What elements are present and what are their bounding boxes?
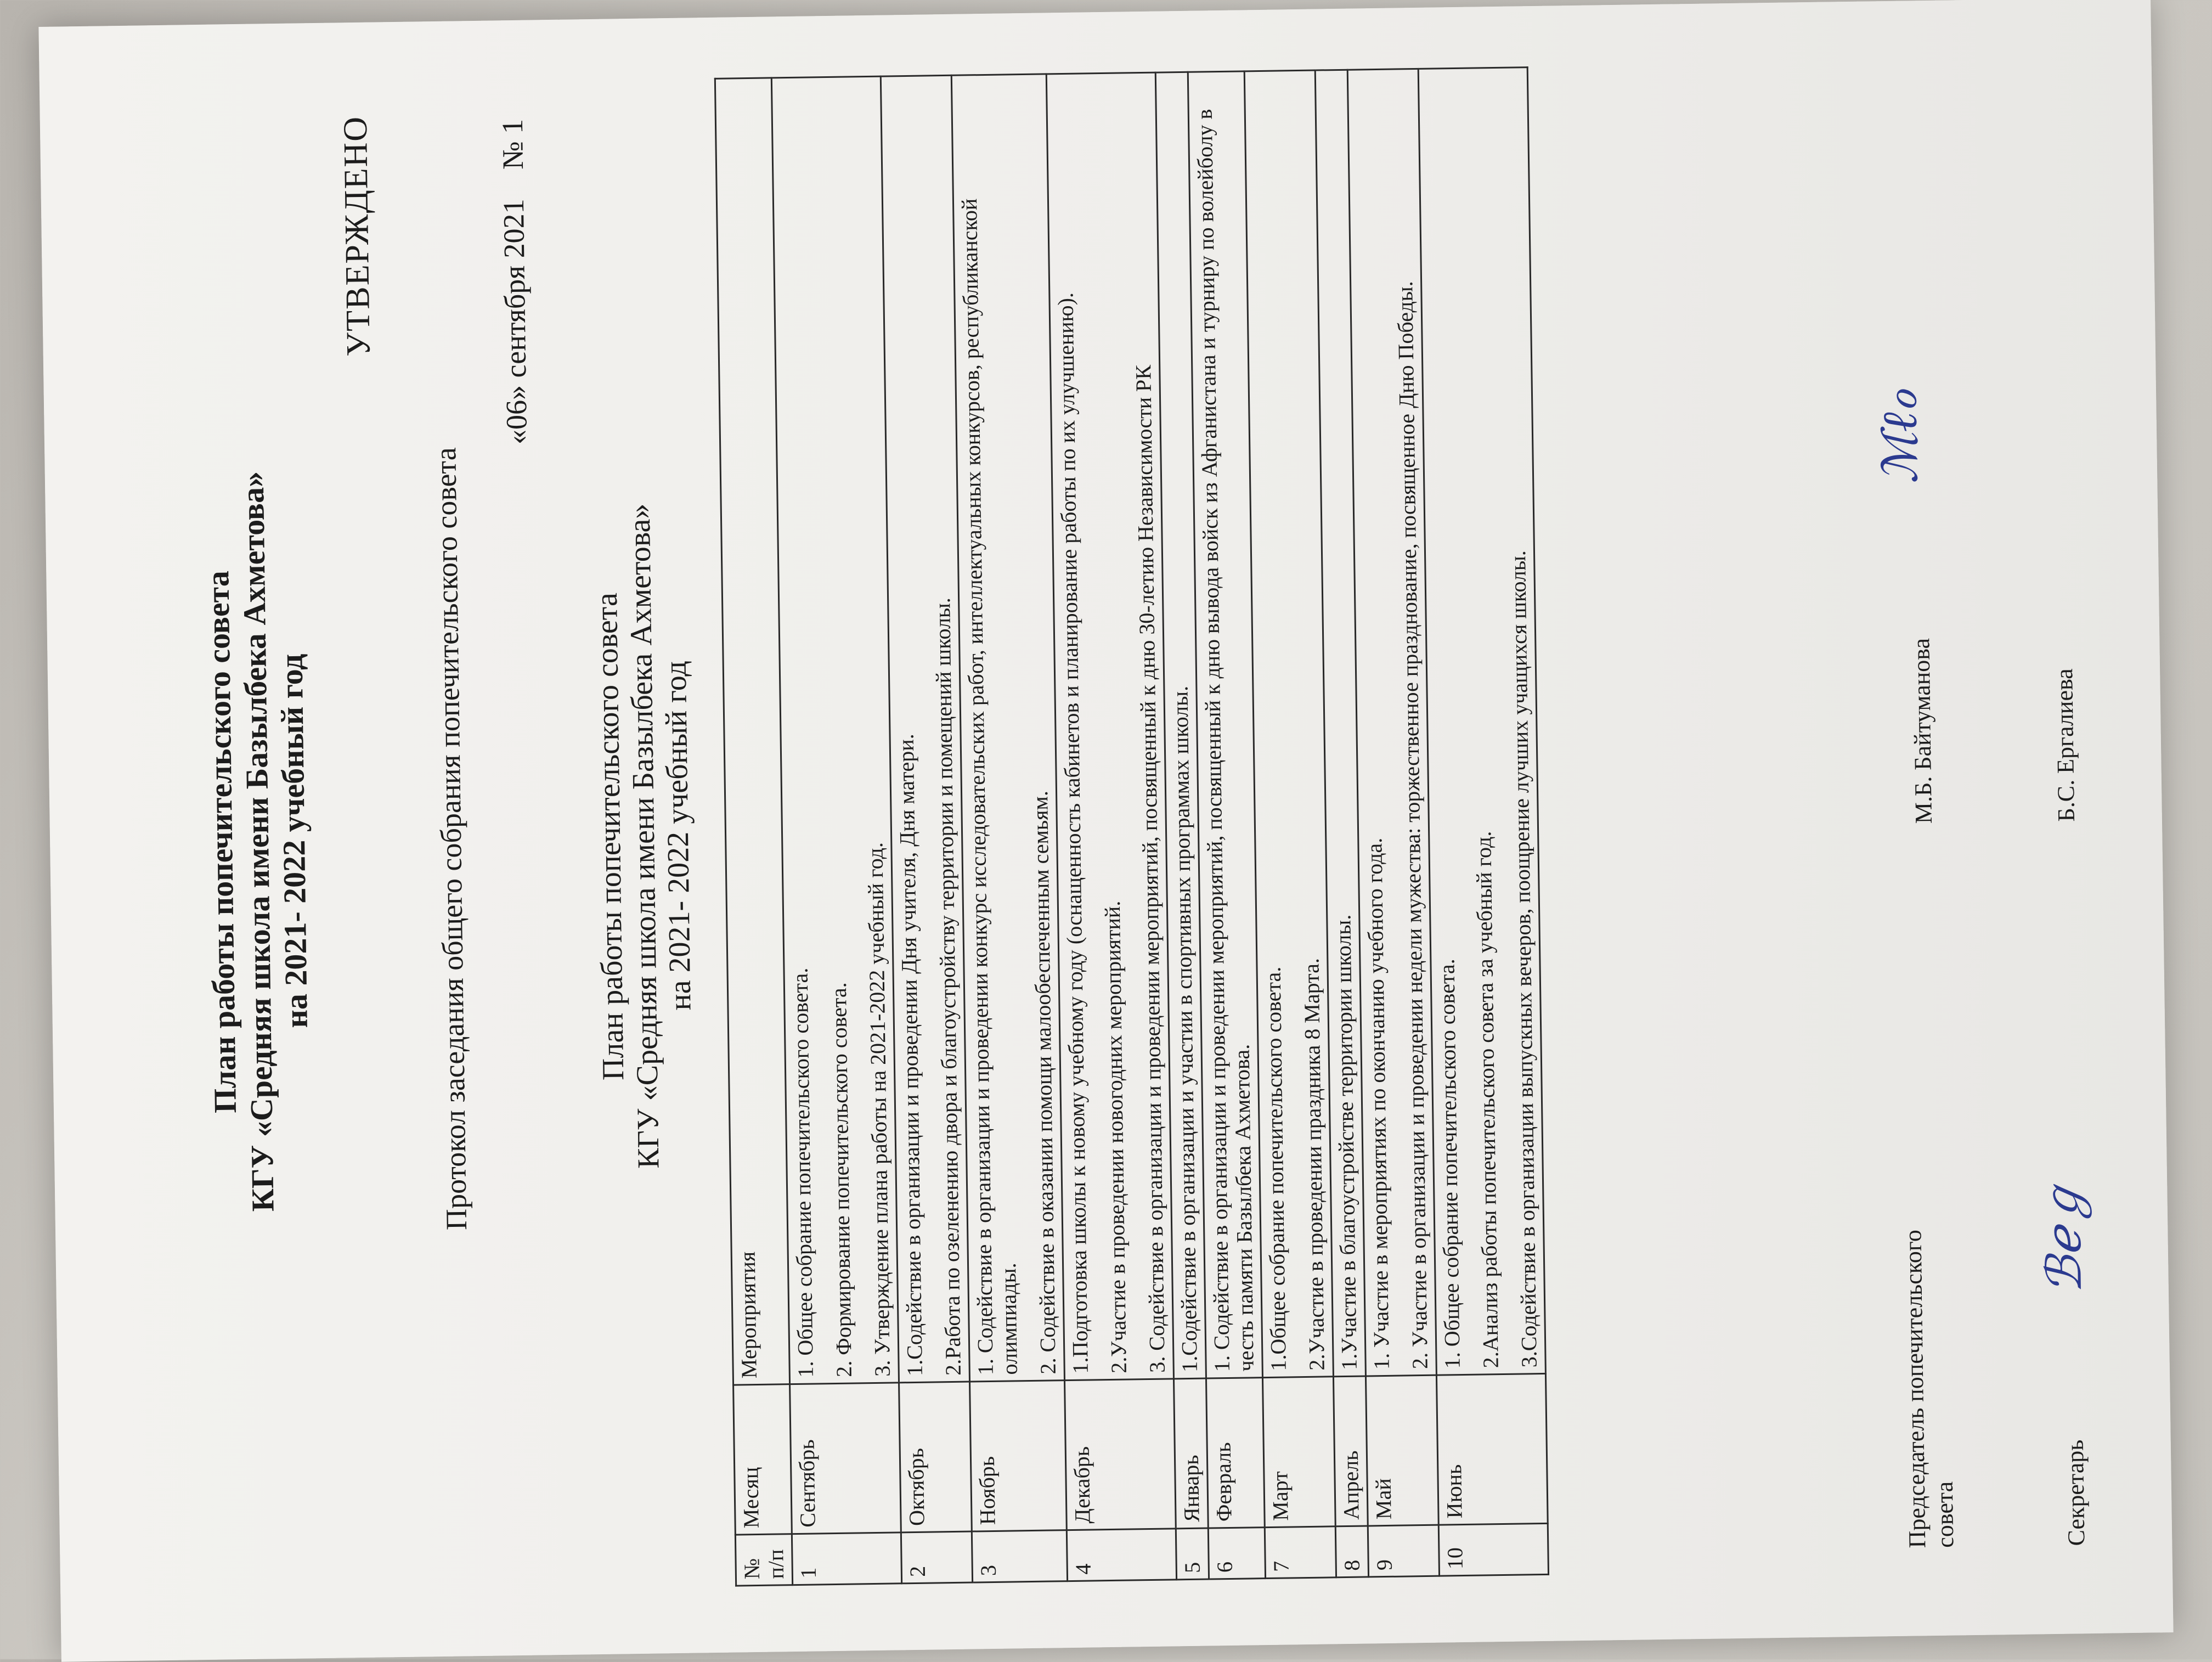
row-month: Апрель [1333, 1376, 1368, 1526]
activity-item: 2.Работа по озеленению двора и благоустройству территории и помещений школы. [930, 597, 966, 1376]
chair-role [1899, 1229, 1959, 1548]
activity-item: 3. Утверждение плана работы на 2021-2022 учебный год. [862, 842, 895, 1377]
chair-role-line-2: совета [1931, 1481, 1959, 1548]
row-month: Декабрь [1065, 1379, 1176, 1530]
activity-list [776, 83, 895, 1378]
row-month: Сентябрь [790, 1383, 901, 1534]
protocol-date: «06» сентября 2021 [496, 199, 534, 445]
row-activities [771, 76, 899, 1384]
table-body [771, 67, 1548, 1585]
plan-title [582, 18, 707, 1654]
activity-item: 1. Общее собрание попечительского совета. [1434, 959, 1465, 1369]
header-activities: Мероприятия [715, 78, 789, 1385]
plan-line-1: План работы попечительского совета [589, 592, 631, 1081]
document-sheet [38, 0, 2173, 1662]
protocol-number: № 1 [495, 119, 530, 170]
row-number: 10 [1438, 1523, 1548, 1576]
activity-list [1249, 77, 1329, 1371]
row-number: 8 [1335, 1526, 1368, 1578]
protocol-line: Протокол заседания общего собрания попечительского совета [429, 447, 473, 1231]
activity-item: 1.Общее собрание попечительского совета. [1260, 966, 1291, 1372]
activity-list [956, 80, 1060, 1375]
activity-item: 3.Содействие в организации выпускных вечеров, поощрение лучших учащихся школы. [1505, 550, 1542, 1368]
title-line-3: на 2021- 2022 учебный год [273, 653, 314, 1029]
row-activities [951, 74, 1064, 1382]
activity-item: 1. Содействие в организации и проведении конкурс исследовательских работ, интеллектуальных конкурсов, республиканской олимпиады. [956, 198, 1022, 1376]
activity-item: 2.Участие в проведении новогодних мероприятий. [1099, 900, 1131, 1374]
plan-line-3: на 2021- 2022 учебный год [658, 660, 698, 1011]
activity-item: 1.Участие в благоустройстве территории школы. [1330, 914, 1362, 1371]
row-activities [1046, 72, 1173, 1381]
row-month: Май [1365, 1375, 1438, 1526]
title-line-2: КГУ «Средняя школа имени Базылбека Ахметова» [234, 471, 281, 1212]
table-row [1046, 72, 1176, 1581]
activity-item: 2.Участие в проведении праздника 8 Марта. [1299, 957, 1329, 1371]
row-number: 1 [792, 1533, 901, 1585]
title-line-1: План работы попечительского совета [200, 570, 244, 1114]
document-title [192, 23, 324, 1659]
approved-stamp-text: УТВЕРЖДЕНО [336, 115, 377, 357]
row-number: 9 [1368, 1525, 1439, 1577]
header-num: № п/п [735, 1534, 792, 1586]
chair-name: М.Б. Байтуманова [1908, 638, 1937, 824]
row-number: 2 [901, 1531, 972, 1584]
secretary-signature: ℬℯℊ [2034, 1178, 2092, 1294]
activity-item: 2. Содействие в оказании помощи малообеспеченным семьям. [1028, 790, 1060, 1374]
activity-list [885, 82, 966, 1376]
plan-table [714, 66, 1549, 1586]
row-month: Ноябрь [970, 1381, 1067, 1531]
secretary-role: Секретарь [2061, 1439, 2090, 1546]
activity-item: 1. Содействие в организации и проведении мероприятий, посвященный к дню вывода войск из Афганистана и турниру по волейболу в честь памяти Базылбека Ахметова. [1192, 109, 1259, 1372]
row-month: Январь [1173, 1378, 1208, 1529]
protocol-date-line [495, 119, 534, 467]
row-number: 3 [972, 1530, 1067, 1582]
row-number: 7 [1265, 1526, 1336, 1579]
row-activities [1418, 67, 1545, 1376]
row-number: 5 [1176, 1528, 1209, 1580]
activity-item: 1. Участие в мероприятиях по окончанию учебного года. [1362, 837, 1394, 1370]
activity-item: 1. Общее собрание попечительского совета. [787, 967, 818, 1378]
activity-list [1423, 74, 1542, 1368]
activity-item: 2. Формирование попечительского совета. [826, 982, 856, 1378]
activity-list [1051, 79, 1170, 1374]
row-month: Октябрь [899, 1382, 972, 1533]
activity-list [1352, 75, 1432, 1370]
activity-item: 1.Подготовка школы к новому учебному году (оснащенность кабинетов и планирование работы по их улучшению). [1053, 292, 1093, 1374]
row-month: Июнь [1436, 1373, 1548, 1525]
activity-item: 3. Содействие в организации и проведении мероприятий, посвященный к дню 30-летию Независимости РК [1131, 364, 1170, 1373]
table-row [771, 76, 901, 1585]
row-number: 4 [1066, 1529, 1176, 1581]
chair-role-line-1: Председатель попечительского [1899, 1229, 1931, 1548]
row-month: Февраль [1206, 1378, 1265, 1528]
row-number: 6 [1208, 1528, 1265, 1579]
secretary-name: Б.С. Ергалиева [2051, 668, 2080, 822]
activity-item: 1.Содействие в организации и участии в спортивных программах школы. [1167, 685, 1202, 1373]
activity-item: 2. Участие в организации и проведении недели мужества: торжественное празднование, посвященное Дню Победы. [1392, 281, 1432, 1370]
row-month: Март [1262, 1377, 1335, 1528]
plan-line-2: КГУ «Средняя школа имени Базылбека Ахметова» [622, 503, 666, 1169]
activity-item: 1.Содействие в организации и проведении Дня учителя, Дня матери. [893, 734, 927, 1377]
chair-signature: ℳℓℴ [1870, 389, 1929, 484]
header-month: Месяц [733, 1384, 792, 1535]
table-row [1418, 67, 1548, 1576]
activity-item: 2.Анализ работы попечительского совета за учебный год. [1471, 831, 1503, 1368]
